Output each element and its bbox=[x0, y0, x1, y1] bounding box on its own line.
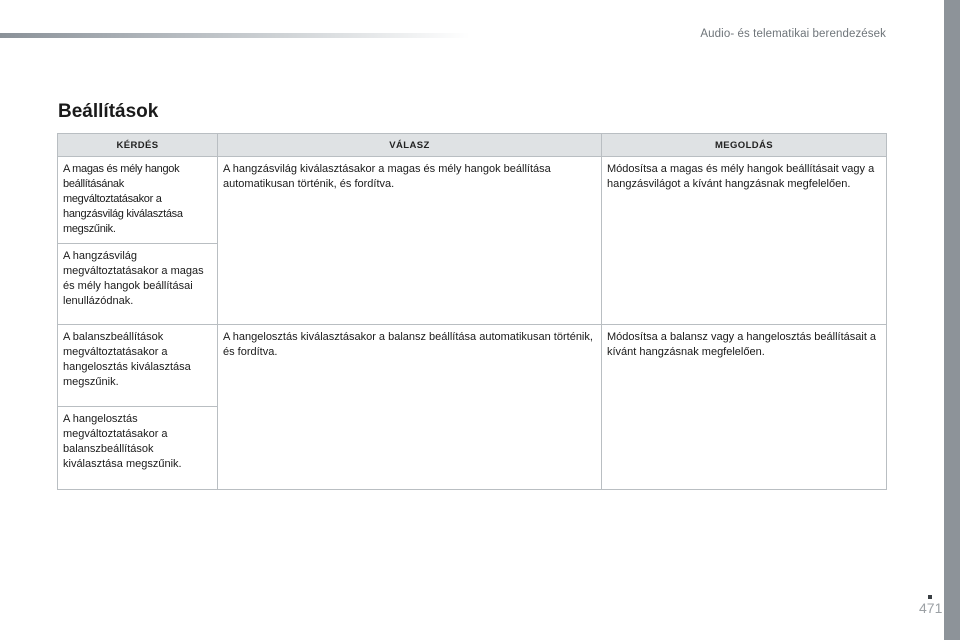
table-header-row bbox=[58, 134, 887, 157]
solution-cell: Módosítsa a magas és mély hangok beállításait vagy a hangzásvilágot a kívánt hangzásnak megfelelően. bbox=[602, 157, 887, 325]
question-cell: A balanszbeállítások megváltoztatásakor a hangelosztás kiválasztása megszűnik. bbox=[58, 325, 218, 407]
faq-table bbox=[57, 133, 887, 490]
column-header-question: KÉRDÉS bbox=[58, 134, 218, 157]
page-marker-dot bbox=[928, 595, 932, 599]
solution-cell: Módosítsa a balansz vagy a hangelosztás beállításait a kívánt hangzásnak megfelelően. bbox=[602, 325, 887, 490]
answer-cell: A hangelosztás kiválasztásakor a balansz beállítása automatikusan történik, és fordítva. bbox=[218, 325, 602, 490]
column-header-answer: VÁLASZ bbox=[218, 134, 602, 157]
page-number: 471 bbox=[919, 600, 943, 616]
question-cell: A magas és mély hangok beállításának megváltoztatásakor a hangzásvilág kiválasztása megszűnik. bbox=[58, 157, 218, 244]
table-row bbox=[58, 157, 887, 244]
question-cell: A hangelosztás megváltoztatásakor a balanszbeállítások kiválasztása megszűnik. bbox=[58, 407, 218, 490]
table-row bbox=[58, 325, 887, 407]
chapter-title: Audio- és telematikai berendezések bbox=[700, 28, 886, 40]
answer-cell: A hangzásvilág kiválasztásakor a magas és mély hangok beállítása automatikusan történik, és fordítva. bbox=[218, 157, 602, 325]
header-gradient-bar bbox=[0, 33, 470, 38]
question-cell: A hangzásvilág megváltoztatásakor a magas és mély hangok beállításai lenullázódnak. bbox=[58, 244, 218, 325]
page-title: Beállítások bbox=[58, 101, 159, 122]
column-header-solution: MEGOLDÁS bbox=[602, 134, 887, 157]
side-tab-bar bbox=[944, 0, 960, 640]
